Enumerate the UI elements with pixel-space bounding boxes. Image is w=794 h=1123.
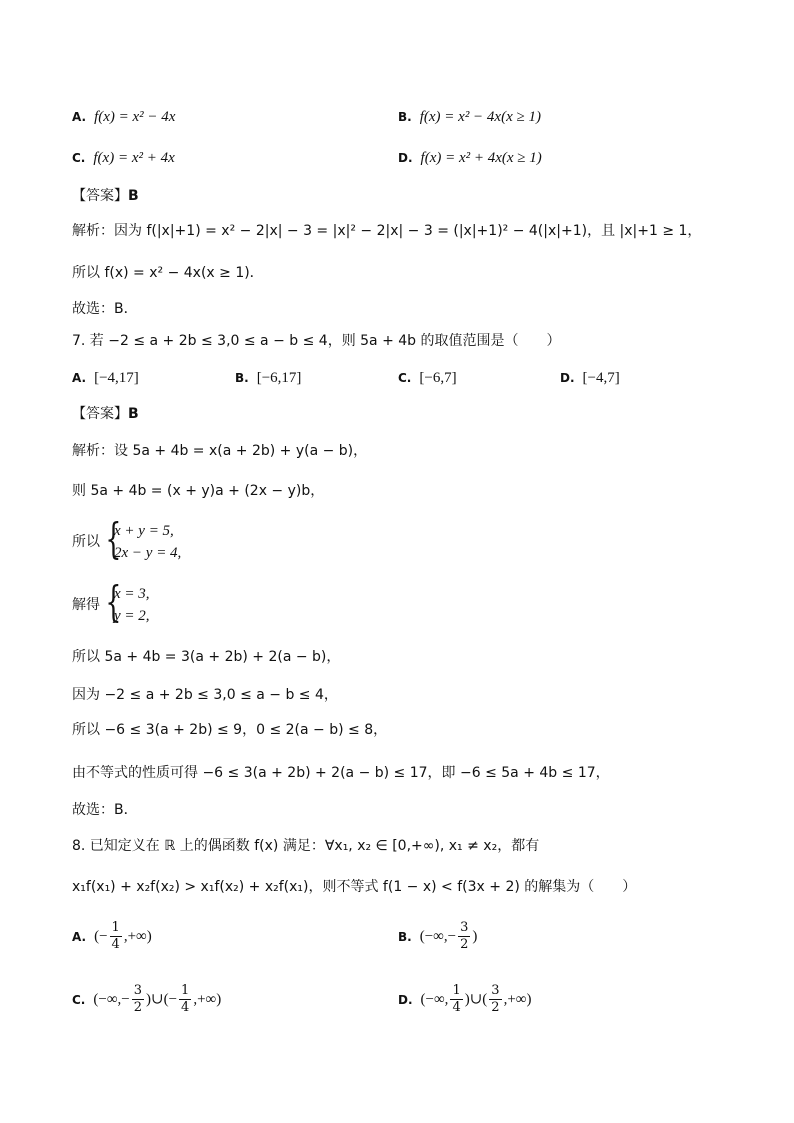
q8-option-d [398, 983, 531, 1016]
interval-end: ,+∞) [193, 991, 222, 1008]
option-label: C. [398, 371, 412, 385]
option-text: [−4,7] [582, 370, 620, 386]
option-label: A. [72, 110, 87, 124]
q7-option-c [398, 366, 457, 390]
q7-solution-line-2: 则 5a + 4b = (x + y)a + (2x − y)b， [72, 483, 325, 499]
union-sign: )∪( [464, 991, 488, 1008]
answer-tag: 【答案】 [72, 188, 128, 204]
q8-stem-line-1: 8. 已知定义在 ℝ 上的偶函数 f(x) 满足：∀x₁, x₂ ∈ [0,+∞), x₁ ≠ x₂，都有 [72, 838, 540, 854]
q6-option-a [72, 105, 175, 129]
answer-value: B [128, 406, 139, 422]
option-text: [−4,17] [94, 370, 139, 386]
denominator: 4 [181, 1000, 190, 1015]
option-label: A. [72, 371, 87, 385]
q8-option-c [72, 983, 221, 1016]
fraction [110, 920, 122, 953]
numerator: 3 [133, 983, 143, 998]
option-label: C. [72, 151, 86, 165]
q7-solution-line-3: 所以 5a + 4b = 3(a + 2b) + 2(a − b)， [72, 649, 341, 665]
q7-solution-line-7: 故选：B． [72, 802, 138, 818]
equation-row: y = 2, [114, 608, 150, 624]
q7-stem: 7. 若 −2 ≤ a + 2b ≤ 3,0 ≤ a − b ≤ 4，则 5a + 4b 的取值范围是（ ） [72, 333, 561, 349]
brace-icon: { [105, 577, 122, 626]
option-label: B. [235, 371, 249, 385]
equation-system [100, 514, 182, 564]
answer-tag: 【答案】 [72, 406, 128, 422]
interval-start: (−∞,− [419, 928, 457, 945]
option-text: f(x) = x² − 4x(x ≥ 1) [419, 109, 541, 125]
fraction [489, 983, 501, 1016]
q8-stem-line-2: x₁f(x₁) + x₂f(x₂) > x₁f(x₂) + x₂f(x₁)，则不等式 f(1 − x) < f(3x + 2) 的解集为（ ） [72, 879, 637, 895]
option-text: [−6,17] [256, 370, 302, 386]
interval-end: ,+∞) [503, 991, 532, 1008]
q6-answer [72, 185, 139, 207]
equation-system [100, 577, 150, 627]
system-prefix: 解得 [72, 597, 100, 613]
q7-solution-line-6: 由不等式的性质可得 −6 ≤ 3(a + 2b) + 2(a − b) ≤ 17，即 −6 ≤ 5a + 4b ≤ 17， [72, 765, 610, 781]
option-text: f(x) = x² + 4x(x ≥ 1) [420, 150, 542, 166]
option-label: D. [560, 371, 575, 385]
q7-option-b [235, 366, 301, 390]
q7-system-2 [72, 577, 150, 627]
option-text: [−6,7] [419, 370, 457, 386]
q8-option-b [398, 920, 477, 953]
q7-option-a [72, 366, 139, 390]
q6-option-c [72, 146, 175, 170]
denominator: 2 [133, 1000, 143, 1015]
q7-answer [72, 403, 139, 425]
fraction [179, 983, 191, 1016]
option-label: B. [398, 929, 412, 944]
fraction [450, 983, 462, 1016]
answer-value: B [128, 188, 139, 204]
numerator: 1 [111, 920, 120, 935]
interval-start: (−∞, [420, 991, 449, 1008]
system-prefix: 所以 [72, 534, 100, 550]
q7-solution-line-1: 解析：设 5a + 4b = x(a + 2b) + y(a − b)， [72, 443, 368, 459]
q6-solution-line-2: 所以 f(x) = x² − 4x(x ≥ 1)． [72, 265, 264, 281]
q8-option-a [72, 920, 152, 953]
denominator: 4 [452, 1000, 461, 1015]
q6-solution-line-3: 故选：B． [72, 301, 138, 317]
fraction [458, 920, 470, 953]
numerator: 3 [491, 983, 500, 998]
interval-end: ,+∞) [123, 928, 152, 945]
q6-option-d [398, 146, 542, 170]
numerator: 1 [181, 983, 190, 998]
q7-system-1 [72, 514, 182, 564]
numerator: 3 [460, 920, 469, 935]
option-label: B. [398, 110, 412, 124]
interval-start: (−∞,− [93, 991, 130, 1008]
equation-row: 2x − y = 4, [114, 545, 182, 561]
option-label: D. [398, 151, 413, 165]
option-text: f(x) = x² + 4x [93, 150, 175, 166]
q6-solution-line-1: 解析：因为 f(|x|+1) = x² − 2|x| − 3 = |x|² − 2|x| − 3 = (|x|+1)² − 4(|x|+1)，且 |x|+1 ≥ 1， [72, 223, 702, 239]
denominator: 2 [460, 937, 469, 952]
option-text: f(x) = x² − 4x [94, 109, 176, 125]
interval-end: ) [472, 928, 478, 945]
interval-start: (− [94, 928, 108, 945]
q6-option-b [398, 105, 541, 129]
brace-icon: { [105, 514, 122, 563]
option-label: A. [72, 929, 87, 944]
numerator: 1 [452, 983, 461, 998]
fraction [132, 983, 144, 1016]
equation-row: x + y = 5, [114, 523, 174, 539]
union-sign: )∪(− [146, 991, 178, 1008]
denominator: 2 [491, 1000, 500, 1015]
denominator: 4 [111, 937, 120, 952]
equation-row: x = 3, [114, 586, 150, 602]
q7-option-d [560, 366, 620, 390]
option-label: D. [398, 992, 413, 1007]
q7-solution-line-5: 所以 −6 ≤ 3(a + 2b) ≤ 9，0 ≤ 2(a − b) ≤ 8， [72, 722, 388, 738]
q7-solution-line-4: 因为 −2 ≤ a + 2b ≤ 3,0 ≤ a − b ≤ 4， [72, 687, 338, 703]
option-label: C. [72, 992, 86, 1007]
